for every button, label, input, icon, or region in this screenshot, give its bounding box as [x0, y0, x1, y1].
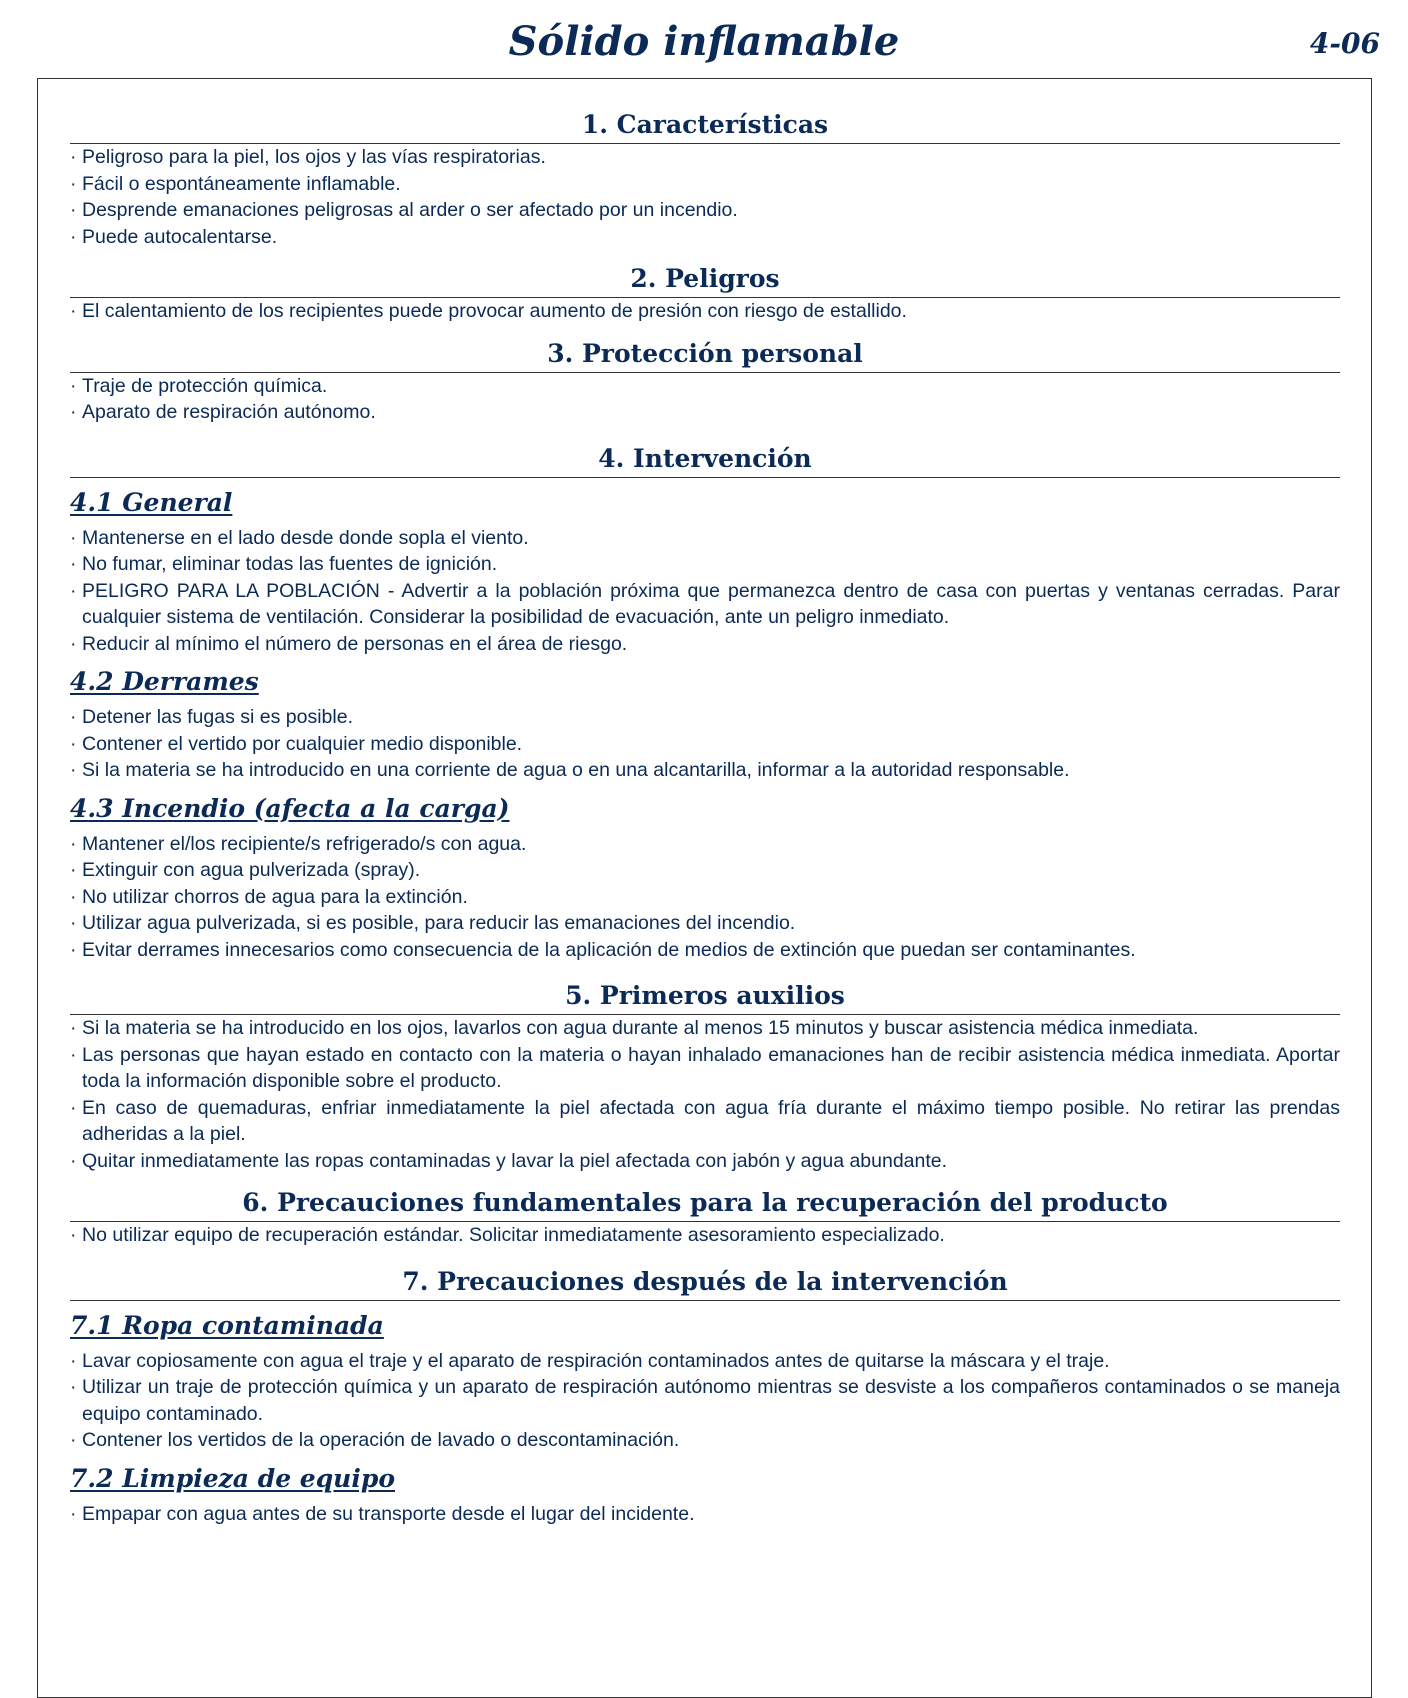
subheading-limpieza-equipo: 7.2 Limpieza de equipo	[70, 1463, 396, 1493]
section-heading-caracteristicas: 1. Características	[70, 108, 1340, 144]
subheading-general: 4.1 General	[70, 487, 233, 517]
list-item: · Lavar copiosamente con agua el traje y el aparato de respiración contaminados antes de quitarse la máscara y el traje.	[70, 1348, 1340, 1375]
sheet-code: 4-06	[1309, 27, 1380, 60]
list-item: · No fumar, eliminar todas las fuentes de ignición.	[70, 551, 1340, 578]
list-item: · Contener el vertido por cualquier medio disponible.	[70, 731, 1340, 758]
list-item: · Peligroso para la piel, los ojos y las vías respiratorias.	[70, 144, 1340, 171]
section-heading-intervencion: 4. Intervención	[70, 442, 1340, 478]
list-item: · Detener las fugas si es posible.	[70, 704, 1340, 731]
section-heading-primeros-auxilios: 5. Primeros auxilios	[70, 979, 1340, 1015]
list-item: · Desprende emanaciones peligrosas al arder o ser afectado por un incendio.	[70, 197, 1340, 224]
list-item: · Fácil o espontáneamente inflamable.	[70, 171, 1340, 198]
list-item: · El calentamiento de los recipientes puede provocar aumento de presión con riesgo de estallido.	[70, 298, 1340, 325]
limpieza-equipo-list	[70, 1501, 1340, 1528]
list-item: · Reducir al mínimo el número de personas en el área de riesgo.	[70, 631, 1340, 658]
subheading-incendio: 4.3 Incendio (afecta a la carga)	[70, 793, 510, 823]
recuperacion-list	[70, 1222, 1340, 1249]
list-item: · Utilizar un traje de protección química y un aparato de respiración autónomo mientras se desviste a los compañeros contaminados o se maneja equipo contaminado.	[70, 1374, 1340, 1427]
list-item: · Utilizar agua pulverizada, si es posible, para reducir las emanaciones del incendio.	[70, 910, 1340, 937]
general-list	[70, 525, 1340, 658]
section-heading-peligros: 2. Peligros	[70, 262, 1340, 298]
section-heading-despues-intervencion: 7. Precauciones después de la intervención	[70, 1265, 1340, 1301]
list-item: · Las personas que hayan estado en contacto con la materia o hayan inhalado emanaciones han de recibir asistencia médica inmediata. Aportar toda la información disponible sobre el producto.	[70, 1042, 1340, 1095]
list-item: · No utilizar chorros de agua para la extinción.	[70, 884, 1340, 911]
list-item: · PELIGRO PARA LA POBLACIÓN - Advertir a la población próxima que permanezca dentro de casa con puertas y ventanas cerradas. Parar cualquier sistema de ventilación. Considerar la posibilidad de evacuación, ante un peligro inmediato.	[70, 578, 1340, 631]
list-item: · Si la materia se ha introducido en una corriente de agua o en una alcantarilla, informar a la autoridad responsable.	[70, 757, 1340, 784]
list-item: · Mantener el/los recipiente/s refrigerado/s con agua.	[70, 831, 1340, 858]
list-item: · Si la materia se ha introducido en los ojos, lavarlos con agua durante al menos 15 minutos y buscar asistencia médica inmediata.	[70, 1015, 1340, 1042]
subheading-ropa-contaminada: 7.1 Ropa contaminada	[70, 1310, 384, 1340]
list-item: · Traje de protección química.	[70, 373, 1340, 400]
list-item: · Extinguir con agua pulverizada (spray).	[70, 857, 1340, 884]
list-item: · En caso de quemaduras, enfriar inmediatamente la piel afectada con agua fría durante el máximo tiempo posible. No retirar las prendas adheridas a la piel.	[70, 1095, 1340, 1148]
list-item: · Empapar con agua antes de su transporte desde el lugar del incidente.	[70, 1501, 1340, 1528]
list-item: · Mantenerse en el lado desde donde sopla el viento.	[70, 525, 1340, 552]
list-item: · No utilizar equipo de recuperación estándar. Solicitar inmediatamente asesoramiento especializado.	[70, 1222, 1340, 1249]
incendio-list	[70, 831, 1340, 964]
section-heading-proteccion-personal: 3. Protección personal	[70, 337, 1340, 373]
list-item: · Quitar inmediatamente las ropas contaminadas y lavar la piel afectada con jabón y agua abundante.	[70, 1148, 1340, 1175]
section-heading-recuperacion: 6. Precauciones fundamentales para la recuperación del producto	[70, 1186, 1340, 1222]
caracteristicas-list	[70, 144, 1340, 250]
list-item: · Aparato de respiración autónomo.	[70, 399, 1340, 426]
list-item: · Puede autocalentarse.	[70, 224, 1340, 251]
page-title: Sólido inflamable	[508, 18, 900, 65]
derrames-list	[70, 704, 1340, 784]
list-item: · Contener los vertidos de la operación de lavado o descontaminación.	[70, 1427, 1340, 1454]
proteccion-personal-list	[70, 373, 1340, 426]
primeros-auxilios-list	[70, 1015, 1340, 1174]
subheading-derrames: 4.2 Derrames	[70, 667, 259, 696]
document-body	[70, 108, 1340, 1527]
list-item: · Evitar derrames innecesarios como consecuencia de la aplicación de medios de extinción que puedan ser contaminantes.	[70, 937, 1340, 964]
peligros-list	[70, 298, 1340, 325]
ropa-contaminada-list	[70, 1348, 1340, 1454]
